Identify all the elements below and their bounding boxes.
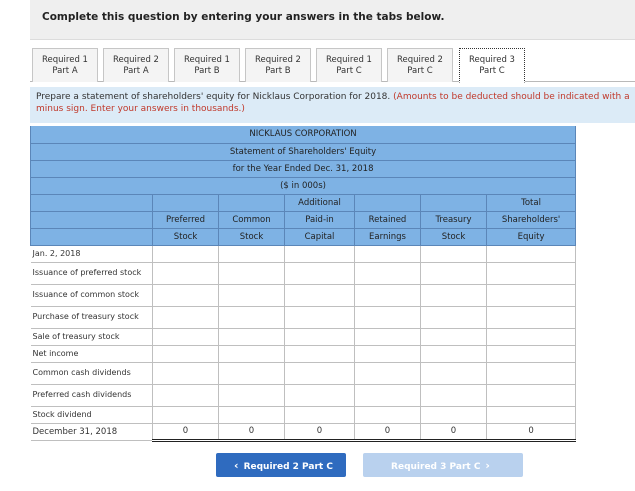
tab-label: Required 2 (255, 55, 301, 65)
column-header-line3: Stock (219, 228, 285, 245)
entry-cell[interactable] (487, 406, 576, 423)
entry-cell[interactable] (153, 384, 219, 406)
tab-label: Required 3 (469, 55, 515, 65)
entry-cell[interactable] (219, 384, 285, 406)
entry-cell[interactable] (285, 245, 355, 262)
table-row (31, 328, 576, 345)
tab-required-1-part-b[interactable] (174, 48, 240, 82)
next-tab-button[interactable] (363, 453, 523, 477)
tab-required-2-part-b[interactable] (245, 48, 311, 82)
instruction-band (30, 0, 635, 40)
row-label: Issuance of preferred stock (31, 262, 153, 284)
entry-cell[interactable] (487, 362, 576, 384)
entry-cell[interactable] (355, 306, 421, 328)
entry-cell[interactable] (219, 328, 285, 345)
entry-cell[interactable] (421, 406, 487, 423)
total-value: 0 (219, 423, 285, 440)
entry-cell[interactable] (355, 345, 421, 362)
tab-required-2-part-a[interactable] (103, 48, 169, 82)
statement-title: Statement of Shareholders' Equity (31, 143, 576, 160)
row-label: December 31, 2018 (31, 423, 153, 440)
total-value: 0 (421, 423, 487, 440)
row-label: Net income (31, 345, 153, 362)
statement-table (30, 126, 576, 442)
entry-cell[interactable] (153, 284, 219, 306)
column-header-line1 (355, 194, 421, 211)
column-header-line1 (421, 194, 487, 211)
total-value: 0 (487, 423, 576, 440)
entry-cell[interactable] (153, 262, 219, 284)
entry-cell[interactable] (219, 262, 285, 284)
tab-label: Required 1 (42, 55, 88, 65)
table-row (31, 245, 576, 262)
column-header-line2: Retained (355, 211, 421, 228)
column-header-line2: Treasury (421, 211, 487, 228)
column-header-line2: Paid-in (285, 211, 355, 228)
table-row (31, 306, 576, 328)
column-header-line3: Stock (421, 228, 487, 245)
tab-label: Required 1 (184, 55, 230, 65)
entry-cell[interactable] (219, 284, 285, 306)
total-value: 0 (355, 423, 421, 440)
entry-cell[interactable] (219, 245, 285, 262)
row-label: Issuance of common stock (31, 284, 153, 306)
entry-cell[interactable] (219, 345, 285, 362)
entry-cell[interactable] (421, 345, 487, 362)
entry-cell[interactable] (285, 328, 355, 345)
previous-button-label: Required 2 Part C (243, 462, 333, 472)
entry-cell[interactable] (153, 245, 219, 262)
column-header-line1: Additional (285, 194, 355, 211)
column-header-line3: Capital (285, 228, 355, 245)
entry-cell[interactable] (487, 345, 576, 362)
entry-cell[interactable] (421, 262, 487, 284)
entry-cell[interactable] (355, 328, 421, 345)
chevron-right-icon: › (485, 459, 490, 472)
next-button-label: Required 3 Part C (391, 462, 481, 472)
column-header-blank (31, 228, 153, 245)
tab-label: Required 1 (326, 55, 372, 65)
tab-required-1-part-a[interactable] (32, 48, 98, 82)
table-row (31, 406, 576, 423)
tab-sublabel: Part A (123, 66, 149, 76)
column-header-blank (31, 194, 153, 211)
row-label: Sale of treasury stock (31, 328, 153, 345)
entry-cell[interactable] (285, 284, 355, 306)
entry-cell[interactable] (355, 362, 421, 384)
tab-sublabel: Part B (265, 66, 291, 76)
row-label: Purchase of treasury stock (31, 306, 153, 328)
entry-cell[interactable] (421, 384, 487, 406)
column-header-line1: Total (487, 194, 576, 211)
entry-cell[interactable] (487, 384, 576, 406)
tab-sublabel: Part A (52, 66, 78, 76)
row-label: Common cash dividends (31, 362, 153, 384)
statement-period: for the Year Ended Dec. 31, 2018 (31, 160, 576, 177)
entry-cell[interactable] (285, 384, 355, 406)
row-label: Stock dividend (31, 406, 153, 423)
prompt-text: Prepare a statement of shareholders' equity for Nicklaus Corporation for 2018. (36, 92, 391, 102)
entry-cell[interactable] (355, 262, 421, 284)
tab-label: Required 2 (397, 55, 443, 65)
shareholders-equity-statement (30, 126, 575, 442)
tab-sublabel: Part C (479, 66, 505, 76)
tab-label: Required 2 (113, 55, 159, 65)
instruction-text: Complete this question by entering your answers in the tabs below. (42, 11, 445, 23)
entry-cell[interactable] (355, 284, 421, 306)
previous-tab-button[interactable] (216, 453, 346, 477)
entry-cell[interactable] (421, 362, 487, 384)
table-row (31, 362, 576, 384)
chevron-left-icon: ‹ (234, 459, 239, 472)
entry-cell[interactable] (421, 306, 487, 328)
entry-cell[interactable] (153, 306, 219, 328)
entry-cell[interactable] (285, 262, 355, 284)
table-row (31, 345, 576, 362)
entry-cell[interactable] (153, 362, 219, 384)
entry-cell[interactable] (153, 345, 219, 362)
tab-bar (30, 46, 635, 82)
entry-cell[interactable] (355, 384, 421, 406)
entry-cell[interactable] (487, 262, 576, 284)
column-header-line3: Stock (153, 228, 219, 245)
column-header-blank (31, 211, 153, 228)
entry-cell[interactable] (487, 328, 576, 345)
entry-cell[interactable] (285, 306, 355, 328)
table-row (31, 384, 576, 406)
tab-sublabel: Part C (336, 66, 362, 76)
row-label: Preferred cash dividends (31, 384, 153, 406)
tab-required-1-part-c[interactable] (316, 48, 382, 82)
column-header-line2: Shareholders' (487, 211, 576, 228)
entry-cell[interactable] (153, 406, 219, 423)
table-row (31, 284, 576, 306)
total-row (31, 423, 576, 440)
column-header-line2: Common (219, 211, 285, 228)
entry-cell[interactable] (487, 306, 576, 328)
entry-cell[interactable] (219, 406, 285, 423)
column-header-line1 (153, 194, 219, 211)
entry-cell[interactable] (421, 284, 487, 306)
entry-cell[interactable] (219, 362, 285, 384)
statement-units: ($ in 000s) (31, 177, 576, 194)
total-value: 0 (285, 423, 355, 440)
entry-cell[interactable] (355, 245, 421, 262)
column-header-line2: Preferred (153, 211, 219, 228)
entry-cell[interactable] (153, 328, 219, 345)
column-header-line3: Equity (487, 228, 576, 245)
tab-required-2-part-c[interactable] (387, 48, 453, 82)
entry-cell[interactable] (285, 406, 355, 423)
question-prompt (30, 87, 635, 123)
tab-sublabel: Part C (407, 66, 433, 76)
entry-cell[interactable] (487, 245, 576, 262)
table-row (31, 262, 576, 284)
entry-cell[interactable] (487, 284, 576, 306)
entry-cell[interactable] (285, 345, 355, 362)
entry-cell[interactable] (421, 328, 487, 345)
entry-cell[interactable] (285, 362, 355, 384)
row-label: Jan. 2, 2018 (31, 245, 153, 262)
total-value: 0 (153, 423, 219, 440)
entry-cell[interactable] (219, 306, 285, 328)
prompt-note-continued: minus sign. Enter your answers in thousands.) (36, 104, 245, 114)
entry-cell[interactable] (355, 406, 421, 423)
tab-sublabel: Part B (194, 66, 220, 76)
column-header-line1 (219, 194, 285, 211)
tab-required-3-part-c[interactable] (459, 48, 525, 83)
column-header-line3: Earnings (355, 228, 421, 245)
entry-cell[interactable] (421, 245, 487, 262)
company-name: NICKLAUS CORPORATION (31, 126, 576, 143)
prompt-note: (Amounts to be deducted should be indicated with a (393, 92, 630, 102)
